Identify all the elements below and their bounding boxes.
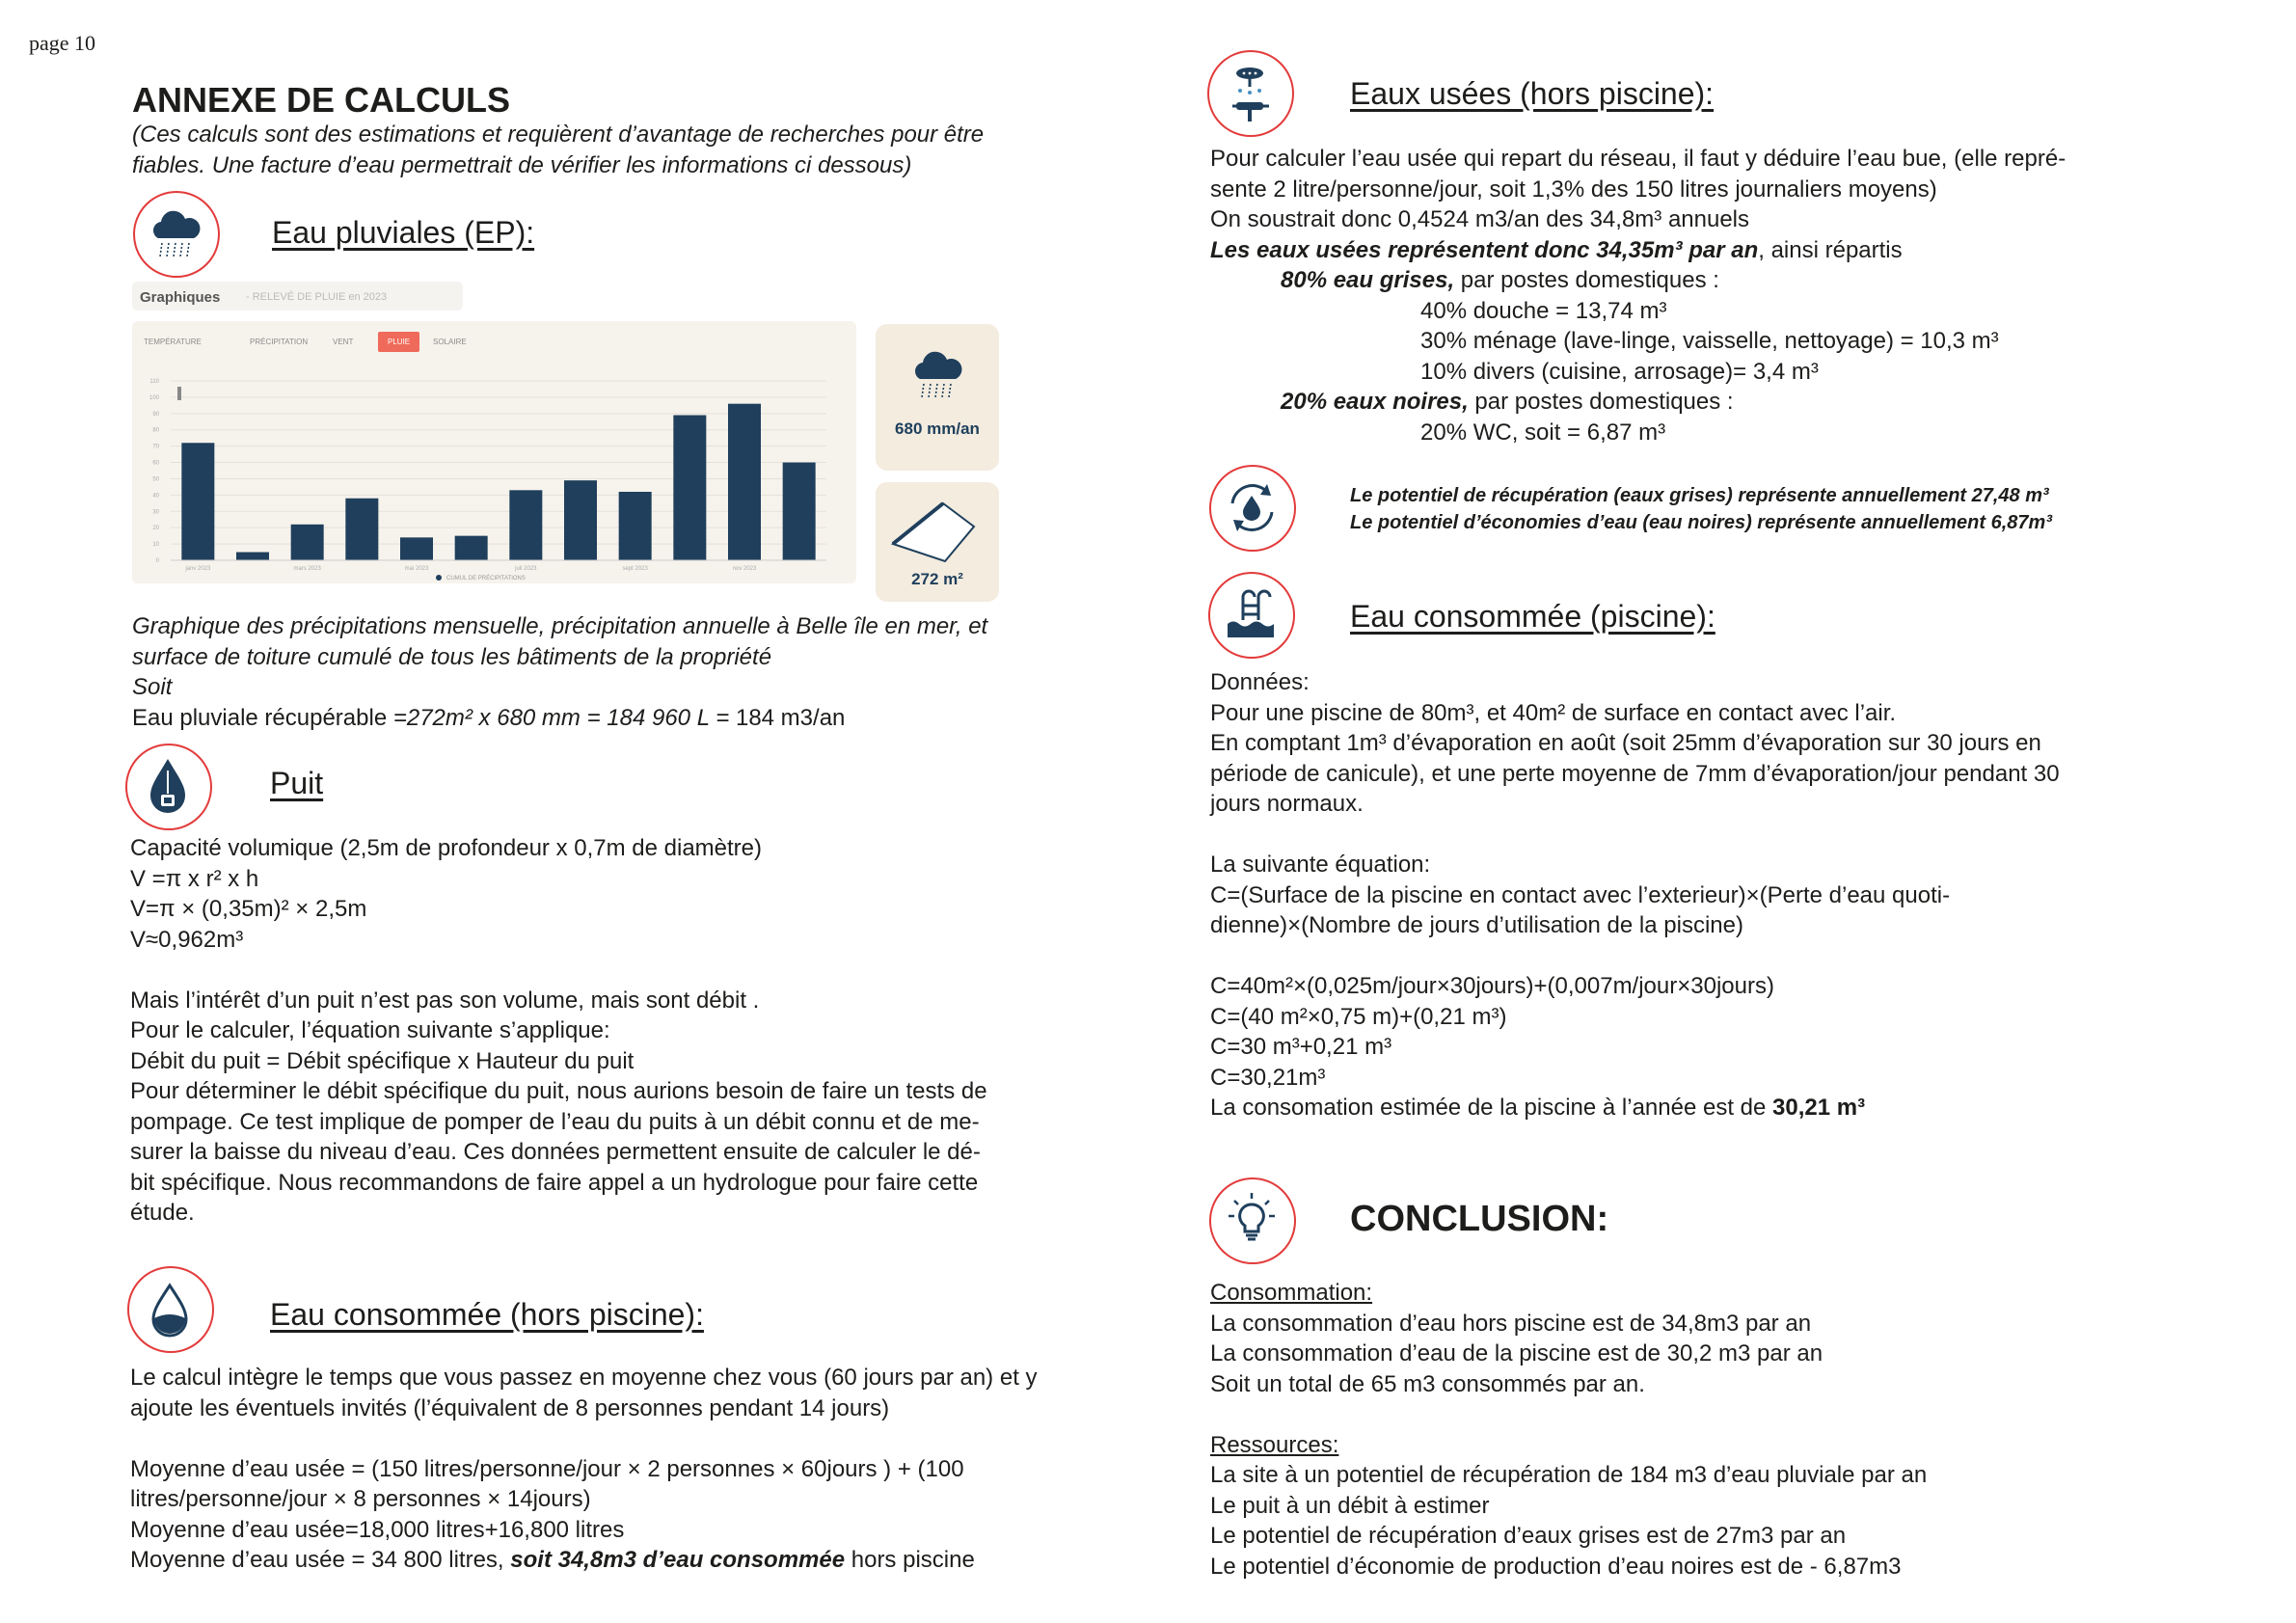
chart-tab[interactable]: VENT: [333, 338, 354, 346]
intro-text: (Ces calculs sont des estimations et requièrent d’avantage de recherches pour être fiables. Une facture d’eau permettrait de vérifier les informations ci dessous): [132, 122, 985, 178]
y-tick-label: 90: [152, 411, 159, 418]
section-heading-pluviales: Eau pluviales (EP):: [272, 215, 535, 250]
chart-tab[interactable]: TEMPÉRATURE: [144, 338, 202, 346]
piscine-text: Données: Pour une piscine de 80m³, et 40m² de surface en contact avec l’air. En comptant 1m³ d’évaporation en août (soit 25mm d’évaporation sur 30 jours en période de canicule), et une perte moyenne de 7mm d’évaporation/jour pendant 30 jours normaux. La suivante équation: C=(Surface de la piscine en contact avec l’exterieur)×(Perte d’eau quoti- dienne)×(Nombre de jours d’utilisation de la piscine) C=40m²×(0,025m/jour×30jours)+(0,007m/jour×30jours) C=(40 m²×0,75 m)+(0,21 m³) C=30 m³+0,21 m³ C=30,21m³ La consomation estimée de la piscine à l’année est de 30,21 m³: [1210, 669, 2060, 1121]
y-tick-label: 50: [152, 476, 159, 483]
bar-mai: [400, 537, 433, 560]
puit-text: Capacité volumique (2,5m de profondeur x 0,7m de diamètre) V =π x r² x h V=π × (0,35m)² × 2,5m V≈0,962m³ Mais l’intérêt d’un puit n’est pas son volume, mais sont débit . Pour le calculer, l’équation suivante s’applique: Débit du puit = Débit spécifique x Hauteur du puit Pour déterminer le débit spécifique du puit, nous aurions besoin de faire un tests de pompage. Ce test implique de pomper de l’eau du puits à un débit connu et de me- surer la baisse du niveau d’eau. Ces données permettent ensuite de calculer le dé- bit spécifique. Nous recommandons de faire appel a un hydrologue pour faire cette étude.: [130, 835, 987, 1226]
rain-cloud-icon: [897, 334, 979, 416]
bar-août: [564, 480, 597, 560]
bar-oct: [673, 416, 706, 560]
chart-header: Graphiques - RELEVÉ DE PLUIE en 2023: [132, 282, 463, 311]
conclusion-text: Consommation: La consommation d’eau hors piscine est de 34,8m3 par an La consommation d’eau de la piscine est de 30,2 m3 par an Soit un total de 65 m3 consommés par an. Ressources: La site à un potentiel de récupération de 184 m3 d’eau pluviale par an Le puit à un débit à estimer Le potentiel de récupération d’eaux grises est de 27m3 par an Le potentiel d’économie de production d’eau noires est de - 6,87m3: [1210, 1280, 1928, 1580]
lightbulb-icon: [1209, 1177, 1296, 1264]
bar-sept: [619, 492, 652, 560]
x-tick-label: nov 2023: [732, 566, 757, 572]
precipitation-chart: [132, 321, 856, 583]
roof-surface-icon: [876, 482, 999, 569]
bar-janv: [181, 443, 214, 560]
legend-swatch: [436, 575, 442, 581]
section-heading-puit: Puit: [270, 766, 324, 800]
water-drop-icon: [127, 1266, 214, 1353]
x-tick-label: sept 2023: [622, 566, 648, 572]
x-tick-label: mai 2023: [404, 566, 429, 572]
section-heading-piscine: Eau consommée (piscine):: [1350, 599, 1715, 634]
bar-mars: [291, 525, 324, 560]
conclusion-heading: CONCLUSION:: [1350, 1199, 1609, 1239]
chart-tab[interactable]: SOLAIRE: [433, 338, 467, 346]
pool-icon: [1208, 572, 1295, 659]
y-tick-label: 110: [149, 379, 159, 385]
rain-value: 680 mm/an: [895, 419, 980, 438]
x-tick-label: janv 2023: [185, 566, 211, 572]
legend-label: CUMUL DE PRÉCIPITATIONS: [446, 576, 526, 582]
chart-scroll-handle: [177, 387, 181, 400]
page-number: page 10: [29, 31, 96, 55]
x-tick-label: mars 2023: [293, 566, 321, 572]
y-tick-label: 100: [149, 394, 159, 401]
chart-caption: Graphique des précipitations mensuelle, précipitation annuelle à Belle île en mer, et surface de toiture cumulé de tous les bâtiments de la propriété Soit: [132, 613, 988, 700]
bar-avr: [345, 499, 378, 560]
rain-result: Eau pluviale récupérable =272m² x 680 mm = 184 960 L = 184 m3/an: [132, 705, 846, 731]
water-drop-pen-icon: [125, 744, 212, 830]
usees-text: Pour calculer l’eau usée qui repart du réseau, il faut y déduire l’eau bue, (elle repré- sente 2 litre/personne/jour, soit 1,3% des 150 litres journaliers moyens) On soustrait donc 0,4524 m3/an des 34,8m³ annuels Les eaux usées représentent donc 34,35m³ par an, ainsi répartis 80% eau grises, par postes domestiques : 40% douche = 13,74 m³ 30% ménage (lave-linge, vaisselle, nettoyage) = 10,3 m³ 10% divers (cuisine, arrosage)= 3,4 m³ 20% eaux noires, par postes domestiques : 20% WC, soit = 6,87 m³: [1210, 146, 2066, 446]
y-tick-label: 70: [152, 444, 159, 450]
chart-tab[interactable]: PLUIE: [378, 332, 419, 352]
recycle-water-icon: [1209, 465, 1296, 552]
page-title: ANNEXE DE CALCULS: [132, 80, 511, 120]
rain-cloud-icon: [133, 191, 220, 278]
conso-hors-text: Le calcul intègre le temps que vous passez en moyenne chez vous (60 jours par an) et y ajoute les éventuels invités (l’équivalent de 8 personnes pendant 14 jours) Moyenne d’eau usée = (150 litres/personne/jour × 2 personnes × 60jours ) + (100 litres/personne/jour × 8 personnes × 14jours) Moyenne d’eau usée=18,000 litres+16,800 litres Moyenne d’eau usée = 34 800 litres, soit 34,8m3 d’eau consommée hors piscine: [130, 1365, 1038, 1573]
y-tick-label: 80: [152, 427, 159, 434]
y-tick-label: 0: [155, 558, 159, 564]
y-tick-label: 30: [152, 509, 159, 516]
section-heading-conso-hors: Eau consommée (hors piscine):: [270, 1297, 704, 1332]
y-tick-label: 40: [152, 493, 159, 500]
roof-tile: [876, 482, 999, 602]
section-heading-usees: Eaux usées (hors piscine):: [1350, 76, 1715, 111]
x-tick-label: juil 2023: [515, 566, 537, 572]
bar-févr: [236, 553, 269, 560]
chart-tab[interactable]: PRÉCIPITATION: [250, 338, 309, 346]
bar-déc: [783, 463, 816, 560]
bar-juil: [509, 490, 542, 560]
shower-icon: [1207, 50, 1294, 137]
bar-juin: [455, 536, 488, 560]
y-tick-label: 60: [152, 460, 159, 467]
y-tick-label: 20: [152, 526, 159, 532]
roof-value: 272 m²: [911, 570, 963, 588]
y-tick-label: 10: [152, 542, 159, 549]
potentiel-text: Le potentiel de récupération (eaux grises) représente annuellement 27,48 m³ Le potentiel d’économies d’eau (eau noires) représente annuellement 6,87m³: [1350, 485, 2052, 533]
bar-nov: [728, 404, 761, 560]
rain-tile: [876, 324, 999, 471]
